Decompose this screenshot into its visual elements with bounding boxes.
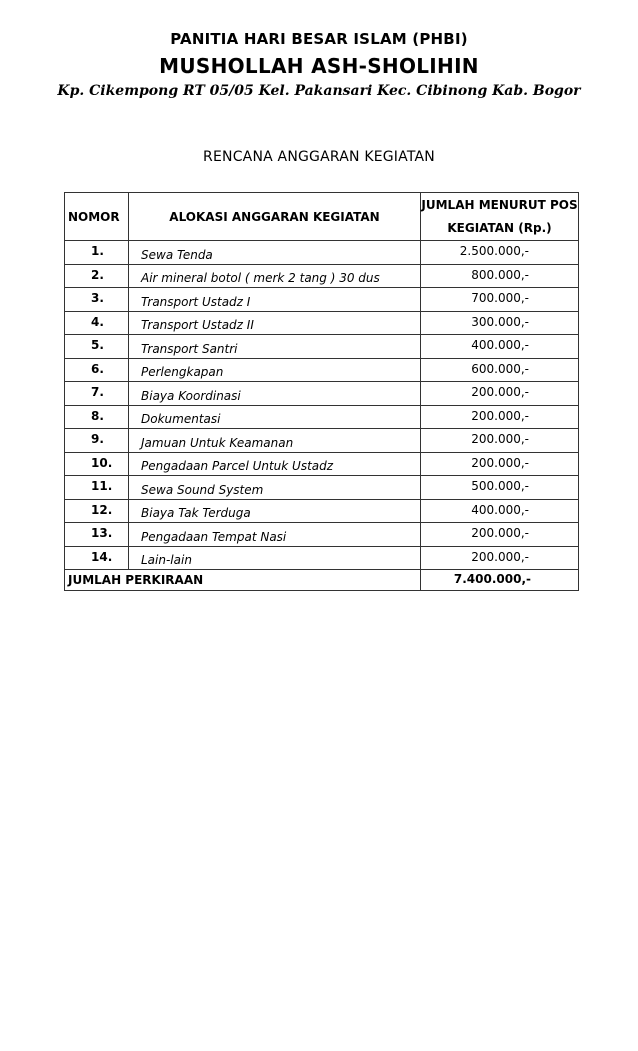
row-number: 11.	[65, 476, 129, 500]
table-row	[65, 405, 579, 429]
row-number: 10.	[65, 452, 129, 476]
row-number: 13.	[65, 523, 129, 547]
row-description: Perlengkapan	[129, 358, 421, 382]
total-amount: 7.400.000,-	[421, 570, 579, 591]
row-description: Sewa Tenda	[129, 241, 421, 265]
table-row	[65, 452, 579, 476]
row-number: 3.	[65, 288, 129, 312]
row-amount: 400.000,-	[421, 499, 579, 523]
row-description: Sewa Sound System	[129, 476, 421, 500]
row-number: 2.	[65, 264, 129, 288]
table-row	[65, 499, 579, 523]
row-amount: 800.000,-	[421, 264, 579, 288]
row-amount: 2.500.000,-	[421, 241, 579, 265]
row-number: 5.	[65, 335, 129, 359]
table-body	[65, 241, 579, 570]
row-number: 12.	[65, 499, 129, 523]
row-amount: 200.000,-	[421, 523, 579, 547]
row-amount: 200.000,-	[421, 452, 579, 476]
row-description: Transport Ustadz II	[129, 311, 421, 335]
budget-table	[64, 192, 579, 591]
address-line: Kp. Cikempong RT 05/05 Kel. Pakansari Kec. Cibinong Kab. Bogor	[57, 83, 581, 99]
row-number: 6.	[65, 358, 129, 382]
row-description: Transport Ustadz I	[129, 288, 421, 312]
row-number: 1.	[65, 241, 129, 265]
table-header-row	[65, 193, 579, 241]
table-row	[65, 476, 579, 500]
document-title: RENCANA ANGGARAN KEGIATAN	[203, 149, 435, 165]
row-amount: 700.000,-	[421, 288, 579, 312]
row-description: Pengadaan Parcel Untuk Ustadz	[129, 452, 421, 476]
row-description: Dokumentasi	[129, 405, 421, 429]
table-row	[65, 264, 579, 288]
total-row	[65, 570, 579, 591]
row-description: Biaya Koordinasi	[129, 382, 421, 406]
table-row	[65, 335, 579, 359]
column-header-amount-line2: KEGIATAN (Rp.)	[447, 220, 552, 235]
table-row	[65, 523, 579, 547]
column-header-number: NOMOR	[65, 193, 129, 241]
row-description: Transport Santri	[129, 335, 421, 359]
table-row	[65, 288, 579, 312]
mosque-name: MUSHOLLAH ASH-SHOLIHIN	[159, 54, 479, 78]
row-number: 8.	[65, 405, 129, 429]
table-row	[65, 546, 579, 570]
table-row	[65, 358, 579, 382]
column-header-allocation: ALOKASI ANGGARAN KEGIATAN	[129, 193, 421, 241]
row-amount: 200.000,-	[421, 429, 579, 453]
row-amount: 300.000,-	[421, 311, 579, 335]
table-row	[65, 429, 579, 453]
row-description: Lain-lain	[129, 546, 421, 570]
table-row	[65, 382, 579, 406]
row-number: 7.	[65, 382, 129, 406]
row-number: 4.	[65, 311, 129, 335]
row-number: 9.	[65, 429, 129, 453]
column-header-amount	[421, 193, 579, 241]
row-description: Biaya Tak Terduga	[129, 499, 421, 523]
row-number: 14.	[65, 546, 129, 570]
table-row	[65, 311, 579, 335]
column-header-amount-line1: JUMLAH MENURUT POS	[421, 197, 578, 212]
row-amount: 200.000,-	[421, 546, 579, 570]
row-description: Air mineral botol ( merk 2 tang ) 30 dus	[129, 264, 421, 288]
organization-title: PANITIA HARI BESAR ISLAM (PHBI)	[170, 30, 468, 48]
row-amount: 200.000,-	[421, 405, 579, 429]
row-description: Jamuan Untuk Keamanan	[129, 429, 421, 453]
row-amount: 600.000,-	[421, 358, 579, 382]
row-amount: 200.000,-	[421, 382, 579, 406]
table-row	[65, 241, 579, 265]
total-label: JUMLAH PERKIRAAN	[65, 570, 421, 591]
row-amount: 500.000,-	[421, 476, 579, 500]
row-description: Pengadaan Tempat Nasi	[129, 523, 421, 547]
row-amount: 400.000,-	[421, 335, 579, 359]
